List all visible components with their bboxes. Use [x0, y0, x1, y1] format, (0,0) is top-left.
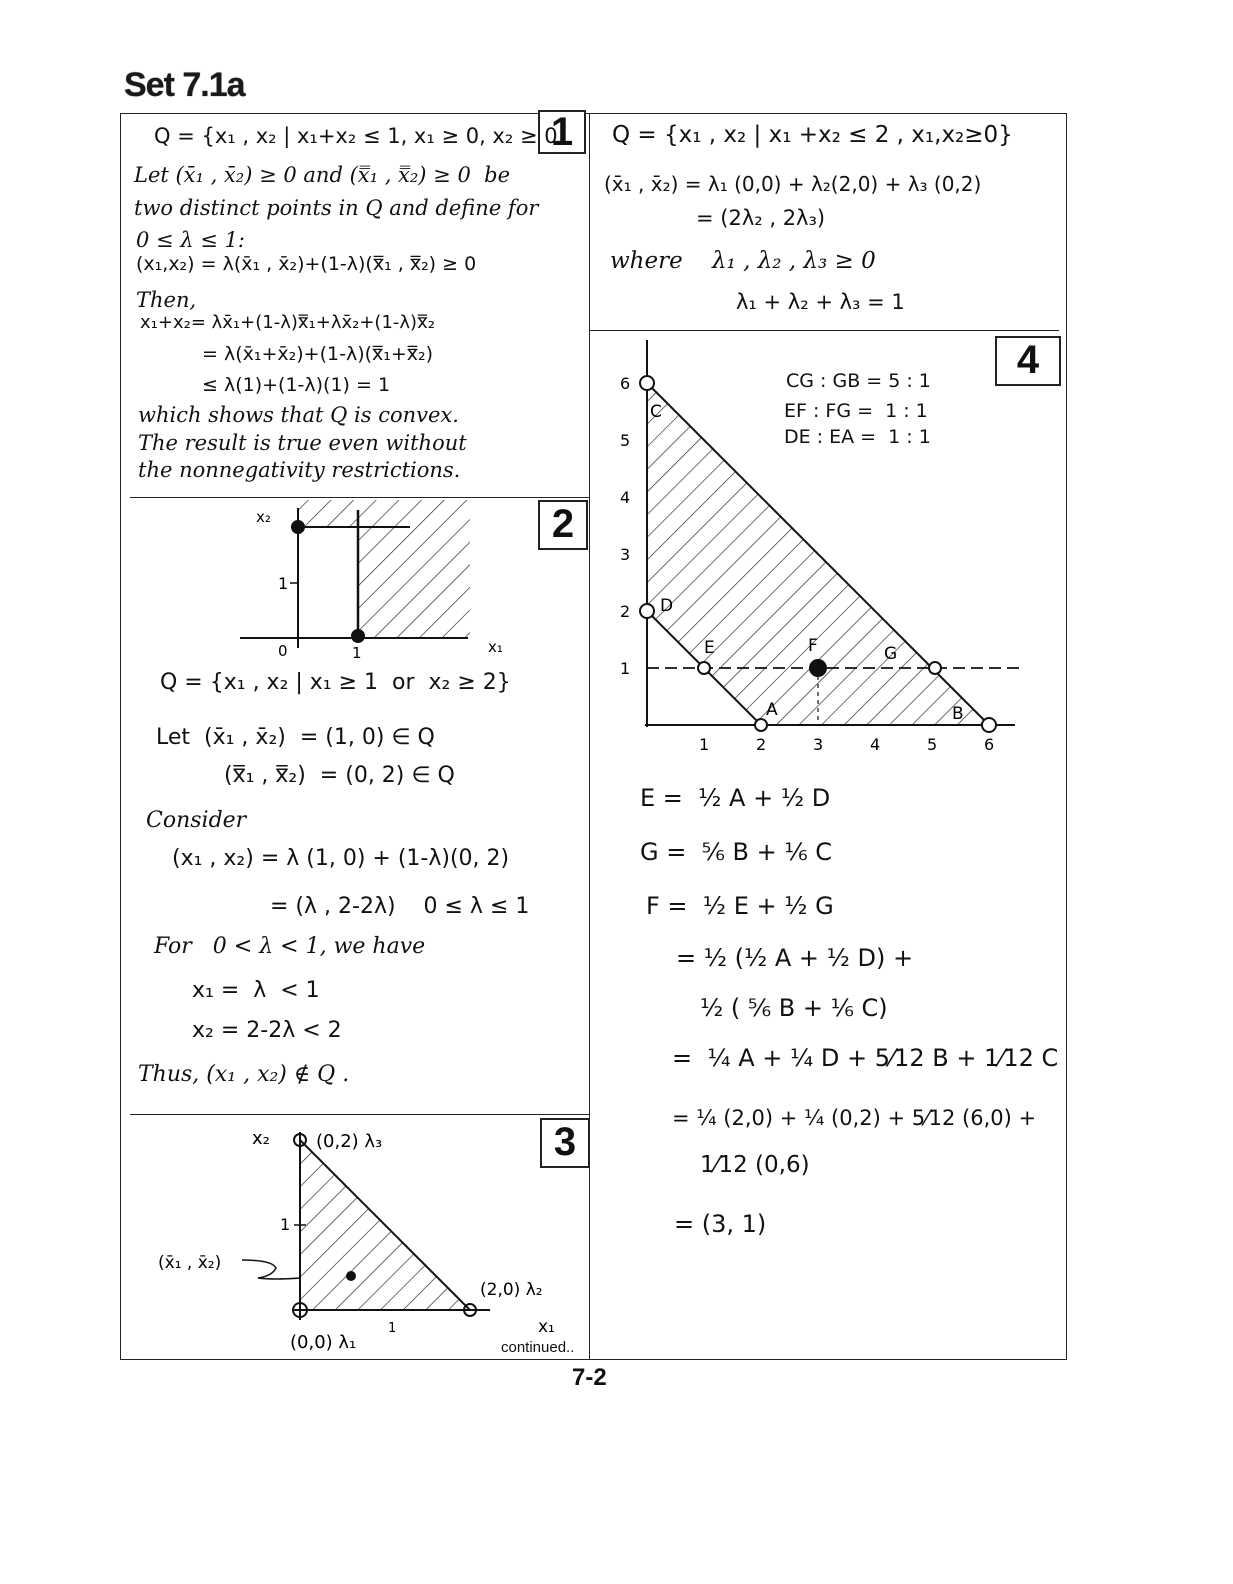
vertex-0-2-label: (0,2) λ₃ — [316, 1131, 383, 1152]
equation-result: = (3, 1) — [674, 1210, 767, 1238]
panel-1-line: 0 ≤ λ ≤ 1: — [136, 228, 245, 252]
panel-3-badge: 3 — [540, 1118, 590, 1168]
column-divider — [589, 113, 590, 1360]
panel-1-badge: 1 — [538, 110, 586, 154]
panel-2-graph — [240, 500, 520, 660]
divider-1-2 — [130, 497, 589, 498]
panel-4-badge: 4 — [995, 336, 1061, 386]
panel-1-line: two distinct points in Q and define for — [134, 196, 539, 220]
equation-f: F = ½ E + ½ G — [646, 892, 834, 920]
panel-1-line: which shows that Q is convex. — [138, 403, 459, 427]
ratio-ef-fg: EF : FG = 1 : 1 — [784, 400, 928, 422]
equation-line: ½ ( ⅚ B + ⅙ C) — [700, 994, 888, 1022]
y-tick-label: 1 — [620, 659, 631, 678]
point-0-2 — [291, 520, 305, 534]
x1-axis-label: x₁ — [488, 638, 503, 656]
panel-2-line: x₂ = 2-2λ < 2 — [192, 1018, 342, 1043]
point-c — [640, 376, 654, 390]
origin-label: 0 — [278, 642, 288, 660]
right-top-line: Q = {x₁ , x₂ | x₁ +x₂ ≤ 2 , x₁,x₂≥0} — [612, 122, 1013, 148]
pointer-arrow — [242, 1260, 300, 1279]
panel-2-line: Q = {x₁ , x₂ | x₁ ≥ 1 or x₂ ≥ 2} — [160, 670, 511, 695]
right-top-line: = (2λ₂ , 2λ₃) — [696, 206, 826, 230]
panel-4-graph — [600, 335, 1030, 760]
point-g — [929, 662, 941, 674]
point-d — [640, 604, 654, 618]
y-tick-label: 2 — [620, 602, 631, 621]
divider-2-3 — [130, 1114, 589, 1115]
panel-3-graph — [140, 1120, 580, 1360]
panel-1-line: = λ(x̄₁+x̄₂)+(1-λ)(x̿₁+x̿₂) — [202, 343, 434, 365]
equation-g: G = ⅚ B + ⅙ C — [640, 838, 832, 866]
y-tick-label: 6 — [620, 374, 631, 393]
panel-2-line: = (λ , 2-2λ) 0 ≤ λ ≤ 1 — [270, 894, 530, 919]
x2-axis-label: x₂ — [256, 508, 271, 526]
point-b — [982, 718, 996, 732]
x-tick-label: 6 — [984, 735, 995, 754]
right-top-line: λ₁ + λ₂ + λ₃ = 1 — [736, 290, 905, 314]
x1-axis-label: x₁ — [538, 1317, 555, 1337]
region-x2-ge-2 — [298, 500, 358, 527]
equation-line: = ¼ A + ¼ D + 5⁄12 B + 1⁄12 C — [672, 1044, 1059, 1072]
x-tick-label: 1 — [699, 735, 710, 754]
label-f: F — [808, 636, 818, 656]
x-tick-label: 4 — [870, 735, 881, 754]
triangle-region — [300, 1140, 470, 1310]
point-a — [755, 719, 767, 731]
x-tick-label: 5 — [927, 735, 938, 754]
page-number: 7-2 — [572, 1364, 607, 1391]
page-title: Set 7.1a — [124, 66, 245, 104]
tick-y-1: 1 — [280, 1215, 291, 1234]
panel-2-line: (x₁ , x₂) = λ (1, 0) + (1-λ)(0, 2) — [172, 846, 510, 871]
continued-note: continued.. — [501, 1339, 575, 1356]
panel-2-line: Thus, (x₁ , x₂) ∉ Q . — [138, 1062, 350, 1087]
panel-2-line: (x̿₁ , x̿₂) = (0, 2) ∈ Q — [224, 763, 455, 788]
ratio-de-ea: DE : EA = 1 : 1 — [784, 426, 931, 448]
panel-1-line: x₁+x₂= λx̄₁+(1-λ)x̿₁+λx̄₂+(1-λ)x̿₂ — [140, 312, 435, 333]
point-f — [809, 659, 827, 677]
panel-1-line: The result is true even without — [138, 431, 467, 455]
panel-1-line: ≤ λ(1)+(1-λ)(1) = 1 — [202, 374, 391, 396]
panel-1-line: (x₁,x₂) = λ(x̄₁ , x̄₂)+(1-λ)(x̿₁ , x̿₂) ≥ 0 — [136, 253, 477, 275]
label-c: C — [650, 402, 662, 422]
panel-2-line: Consider — [146, 808, 247, 833]
region-x1-ge-1 — [358, 500, 470, 638]
right-top-line: (x̄₁ , x̄₂) = λ₁ (0,0) + λ₂(2,0) + λ₃ (0,2) — [604, 172, 982, 196]
panel-2-badge: 2 — [538, 500, 588, 550]
equation-line: 1⁄12 (0,6) — [700, 1152, 810, 1178]
panel-2-line: Let (x̄₁ , x̄₂) = (1, 0) ∈ Q — [156, 725, 435, 750]
interior-point-label: (x̄₁ , x̄₂) — [158, 1253, 222, 1273]
panel-1-line: the nonnegativity restrictions. — [138, 458, 461, 482]
panel-1-line: Let (x̄₁ , x̄₂) ≥ 0 and (x̿₁ , x̿₂) ≥ 0 be — [134, 163, 511, 187]
equation-line: = ¼ (2,0) + ¼ (0,2) + 5⁄12 (6,0) + — [672, 1106, 1037, 1130]
equation-e: E = ½ A + ½ D — [640, 784, 831, 812]
label-g: G — [884, 644, 898, 664]
ratio-cg-gb: CG : GB = 5 : 1 — [786, 370, 931, 392]
tick-y-1: 1 — [278, 574, 289, 593]
vertex-0-0-label: (0,0) λ₁ — [290, 1332, 357, 1353]
point-e — [698, 662, 710, 674]
panel-2-line: x₁ = λ < 1 — [192, 978, 320, 1003]
divider-right-top — [589, 330, 1059, 331]
panel-1-line: Then, — [136, 288, 197, 312]
point-1-0 — [351, 629, 365, 643]
x2-axis-label: x₂ — [252, 1128, 270, 1149]
label-b: B — [952, 704, 964, 724]
y-tick-label: 3 — [620, 545, 631, 564]
label-a: A — [766, 700, 778, 720]
y-tick-label: 5 — [620, 431, 631, 450]
y-tick-label: 4 — [620, 488, 631, 507]
panel-1-line: Q = {x₁ , x₂ | x₁+x₂ ≤ 1, x₁ ≥ 0, x₂ ≥ 0 — [154, 124, 558, 148]
x-tick-label: 3 — [813, 735, 824, 754]
interior-point — [346, 1271, 356, 1281]
right-top-line: where λ₁ , λ₂ , λ₃ ≥ 0 — [610, 248, 876, 274]
vertex-2-0-label: (2,0) λ₂ — [480, 1280, 543, 1300]
x-tick-label: 2 — [756, 735, 767, 754]
tick-x-1: 1 — [388, 1321, 397, 1336]
panel-2-line: For 0 < λ < 1, we have — [154, 934, 426, 959]
label-d: D — [660, 596, 674, 616]
label-e: E — [704, 638, 715, 658]
tick-x-1: 1 — [352, 644, 362, 660]
equation-line: = ½ (½ A + ½ D) + — [676, 944, 914, 972]
